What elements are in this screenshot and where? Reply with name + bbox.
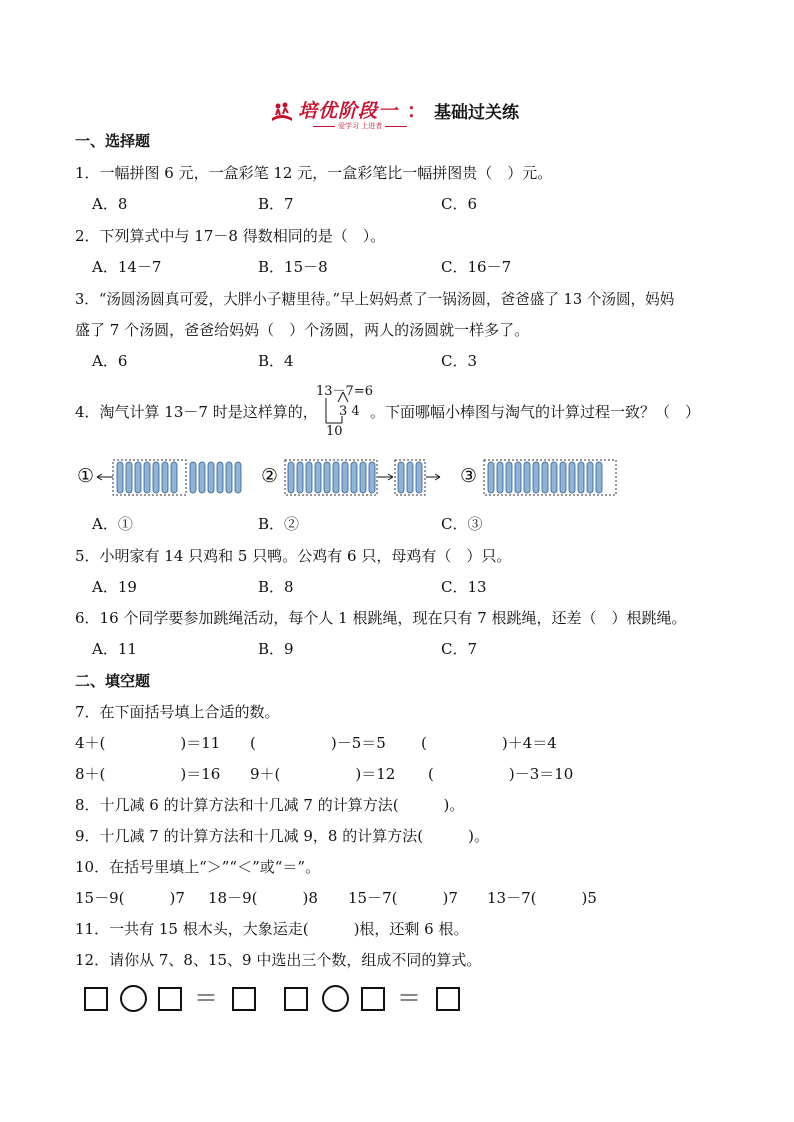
- q10-compare-1[interactable]: 15－9( )7: [75, 889, 185, 907]
- q12-box-3[interactable]: [232, 987, 256, 1011]
- q4-calc-mid: 3 4: [339, 404, 360, 419]
- q4-option-b: B．②: [258, 515, 300, 533]
- q12-box-4[interactable]: [284, 987, 308, 1011]
- q12-box-6[interactable]: [436, 987, 460, 1011]
- q10-text: 10．在括号里填上“＞”“＜”或“＝”。: [75, 858, 321, 876]
- q12-operator-circle-2[interactable]: [322, 985, 349, 1012]
- q10-compare-3[interactable]: 15－7( )7: [348, 889, 458, 907]
- q2-option-a: A．14－7: [92, 258, 162, 276]
- q3-option-a: A．6: [92, 352, 128, 370]
- q5-option-a: A．19: [92, 578, 137, 596]
- q7-blank-2[interactable]: ( )－5＝5: [250, 734, 386, 752]
- q3-option-c: C．3: [441, 352, 478, 370]
- header-tagline: 爱学习 上进者: [310, 121, 410, 131]
- q12-text: 12．请你从 7、8、15、9 中选出三个数，组成不同的算式。: [75, 951, 482, 969]
- q12-box-5[interactable]: [361, 987, 385, 1011]
- q12-box-2[interactable]: [158, 987, 182, 1011]
- q3-text-line1: 3．“汤圆汤圆真可爱，大胖小子糖里待。”早上妈妈煮了一锅汤圆，爸爸盛了 13 个汤圆，妈妈: [75, 291, 675, 308]
- q4-option-a: A．①: [92, 515, 133, 533]
- q1-option-a: A．8: [92, 195, 128, 213]
- q3-text-line2: 盛了 7 个汤圆，爸爸给妈妈（ ）个汤圆，两人的汤圆就一样多了。: [75, 321, 530, 339]
- q10-compare-2[interactable]: 18－9( )8: [208, 889, 318, 907]
- q1-text: 1．一幅拼图 6 元，一盒彩笔 12 元，一盒彩笔比一幅拼图贵（ ）元。: [75, 164, 553, 182]
- q4-figure2-label: ②: [261, 465, 279, 487]
- q5-option-b: B．8: [258, 578, 294, 596]
- page-title: 基础过关练: [434, 103, 519, 123]
- section-choice-title: 一、选择题: [75, 132, 151, 150]
- q4-option-c: C．③: [441, 515, 483, 533]
- q9-text[interactable]: 9．十几减 7 的计算方法和十几减 9，8 的计算方法( )。: [75, 827, 489, 845]
- q4-calc-top: 13－7=6: [316, 384, 373, 399]
- q2-option-b: B．15－8: [258, 258, 328, 276]
- page-header: [270, 96, 550, 136]
- q7-blank-3[interactable]: ( )＋4＝4: [421, 734, 557, 752]
- q7-text: 7．在下面括号填上合适的数。: [75, 703, 280, 721]
- q5-option-c: C．13: [441, 578, 487, 596]
- q5-text: 5．小明家有 14 只鸡和 5 只鸭。公鸡有 6 只，母鸡有（ ）只。: [75, 547, 512, 565]
- q4-figure3-label: ③: [460, 465, 478, 487]
- q6-text: 6．16 个同学要参加跳绳活动，每个人 1 根跳绳，现在只有 7 根跳绳，还差（ ）根跳绳。: [75, 609, 687, 627]
- q6-option-b: B．9: [258, 640, 294, 658]
- q4-text-after: 。下面哪幅小棒图与淘气的计算过程一致？（ ）: [370, 403, 701, 421]
- book-logo-icon: [270, 100, 294, 124]
- q1-option-b: B．7: [258, 195, 294, 213]
- q4-figure3-sticks: [482, 455, 620, 500]
- q7-blank-6[interactable]: ( )－3＝10: [428, 765, 574, 783]
- q4-text-before: 4．淘气计算 13－7 时是这样算的，: [75, 403, 318, 421]
- q12-box-1[interactable]: [84, 987, 108, 1011]
- q2-text: 2．下列算式中与 17－8 得数相同的是（ ）。: [75, 227, 386, 245]
- q6-option-a: A．11: [92, 640, 137, 658]
- q4-calc-bottom: 10: [326, 424, 343, 439]
- q6-option-c: C．7: [441, 640, 478, 658]
- q12-equals-2: ＝: [397, 984, 421, 1012]
- q4-figure1-sticks: [95, 455, 245, 500]
- section-fill-title: 二、填空题: [75, 672, 151, 690]
- q2-option-c: C．16－7: [441, 258, 512, 276]
- brand-title: 培优阶段一: [298, 100, 399, 122]
- q4-figure2-sticks: [283, 455, 443, 500]
- q7-blank-1[interactable]: 4＋( )＝11: [75, 734, 221, 752]
- q10-compare-4[interactable]: 13－7( )5: [487, 889, 597, 907]
- q12-operator-circle-1[interactable]: [120, 985, 147, 1012]
- q8-text[interactable]: 8．十几减 6 的计算方法和十几减 7 的计算方法( )。: [75, 796, 465, 814]
- q1-option-c: C．6: [441, 195, 478, 213]
- header-colon: ：: [407, 100, 427, 122]
- q11-text[interactable]: 11．一共有 15 根木头，大象运走( )根，还剩 6 根。: [75, 920, 469, 938]
- q12-equals-1: ＝: [194, 984, 218, 1012]
- q7-blank-5[interactable]: 9＋( )＝12: [250, 765, 396, 783]
- q7-blank-4[interactable]: 8＋( )＝16: [75, 765, 221, 783]
- q3-option-b: B．4: [258, 352, 294, 370]
- q4-figure1-label: ①: [77, 465, 95, 487]
